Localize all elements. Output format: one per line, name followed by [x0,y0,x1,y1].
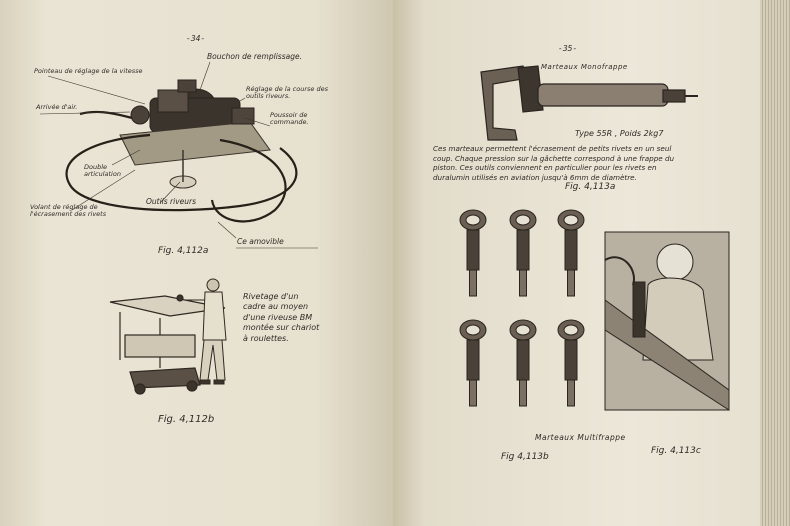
book-page-edges [760,0,790,526]
multifrappe-hammer-drawing [558,210,584,296]
left-page-number: -34- [186,34,206,43]
fig-112b-line: Rivetage d'un [243,292,299,301]
fig-113b-title: Marteaux Multifrappe [535,433,626,442]
label-poussoir: Poussoir de commande. [270,111,309,126]
right-page [393,0,790,526]
caption-fig-113c: Fig. 4,113c [651,446,701,456]
label-reglage-course: Réglage de la course des outils riveurs. [246,85,328,100]
right-page-number: -35- [558,44,578,53]
label-bouchon: Bouchon de remplissage. [207,52,302,61]
fig-112b-line: à roulettes. [243,333,289,343]
fig-112b-line: montée sur chariot [243,323,320,333]
fig-112b-line: cadre au moyen [243,302,309,312]
multifrappe-hammer-drawing [558,320,584,406]
multifrappe-hammer-drawing [460,320,486,406]
label-outils-riveurs: Outils riveurs [146,197,197,206]
label-volant: Volant de réglage de l'écrasement des rivets [30,203,107,218]
caption-fig-113b: Fig 4,113b [501,452,549,462]
label-pointeau: Pointeau de réglage de la vitesse [34,67,143,75]
hammer-description [433,144,733,183]
label-double-articulation: Double articulation [84,163,121,178]
caption-fig-112a: Fig. 4,112a [158,246,209,256]
caption-fig-113a: Fig. 4,113a [565,182,616,192]
paragraph-line: duralumin utilisés en aviation jusqu'à 6mm de diamètre. [433,173,637,183]
multifrappe-hammer-drawing [460,210,486,296]
hammer-illustrations [393,0,790,526]
fig-112b-text [243,292,319,344]
multifrappe-hammer-drawing [510,210,536,296]
fig-113a-type: Type 55R , Poids 2kg7 [575,129,664,138]
paragraph-line: coup. Chaque pression sur la gâchette correspond à une frappe du [433,153,675,163]
caption-fig-112b: Fig. 4,112b [158,414,215,425]
multifrappe-hammer-drawing [510,320,536,406]
paragraph-line: piston. Ces outils conviennent en particulier pour les rivets en [433,163,657,173]
riveting-machine-illustration [0,0,393,526]
left-page [0,0,393,526]
label-ce-amovible: Ce amovible [237,237,284,246]
label-arrivee-air: Arrivée d'air. [36,103,78,111]
paragraph-line: Ces marteaux permettent l'écrasement de petits rivets en un seul [433,144,672,153]
fig-112b-line: d'une riveuse BM [243,312,313,322]
fig-113a-title: Marteaux Monofrappe [541,63,628,71]
